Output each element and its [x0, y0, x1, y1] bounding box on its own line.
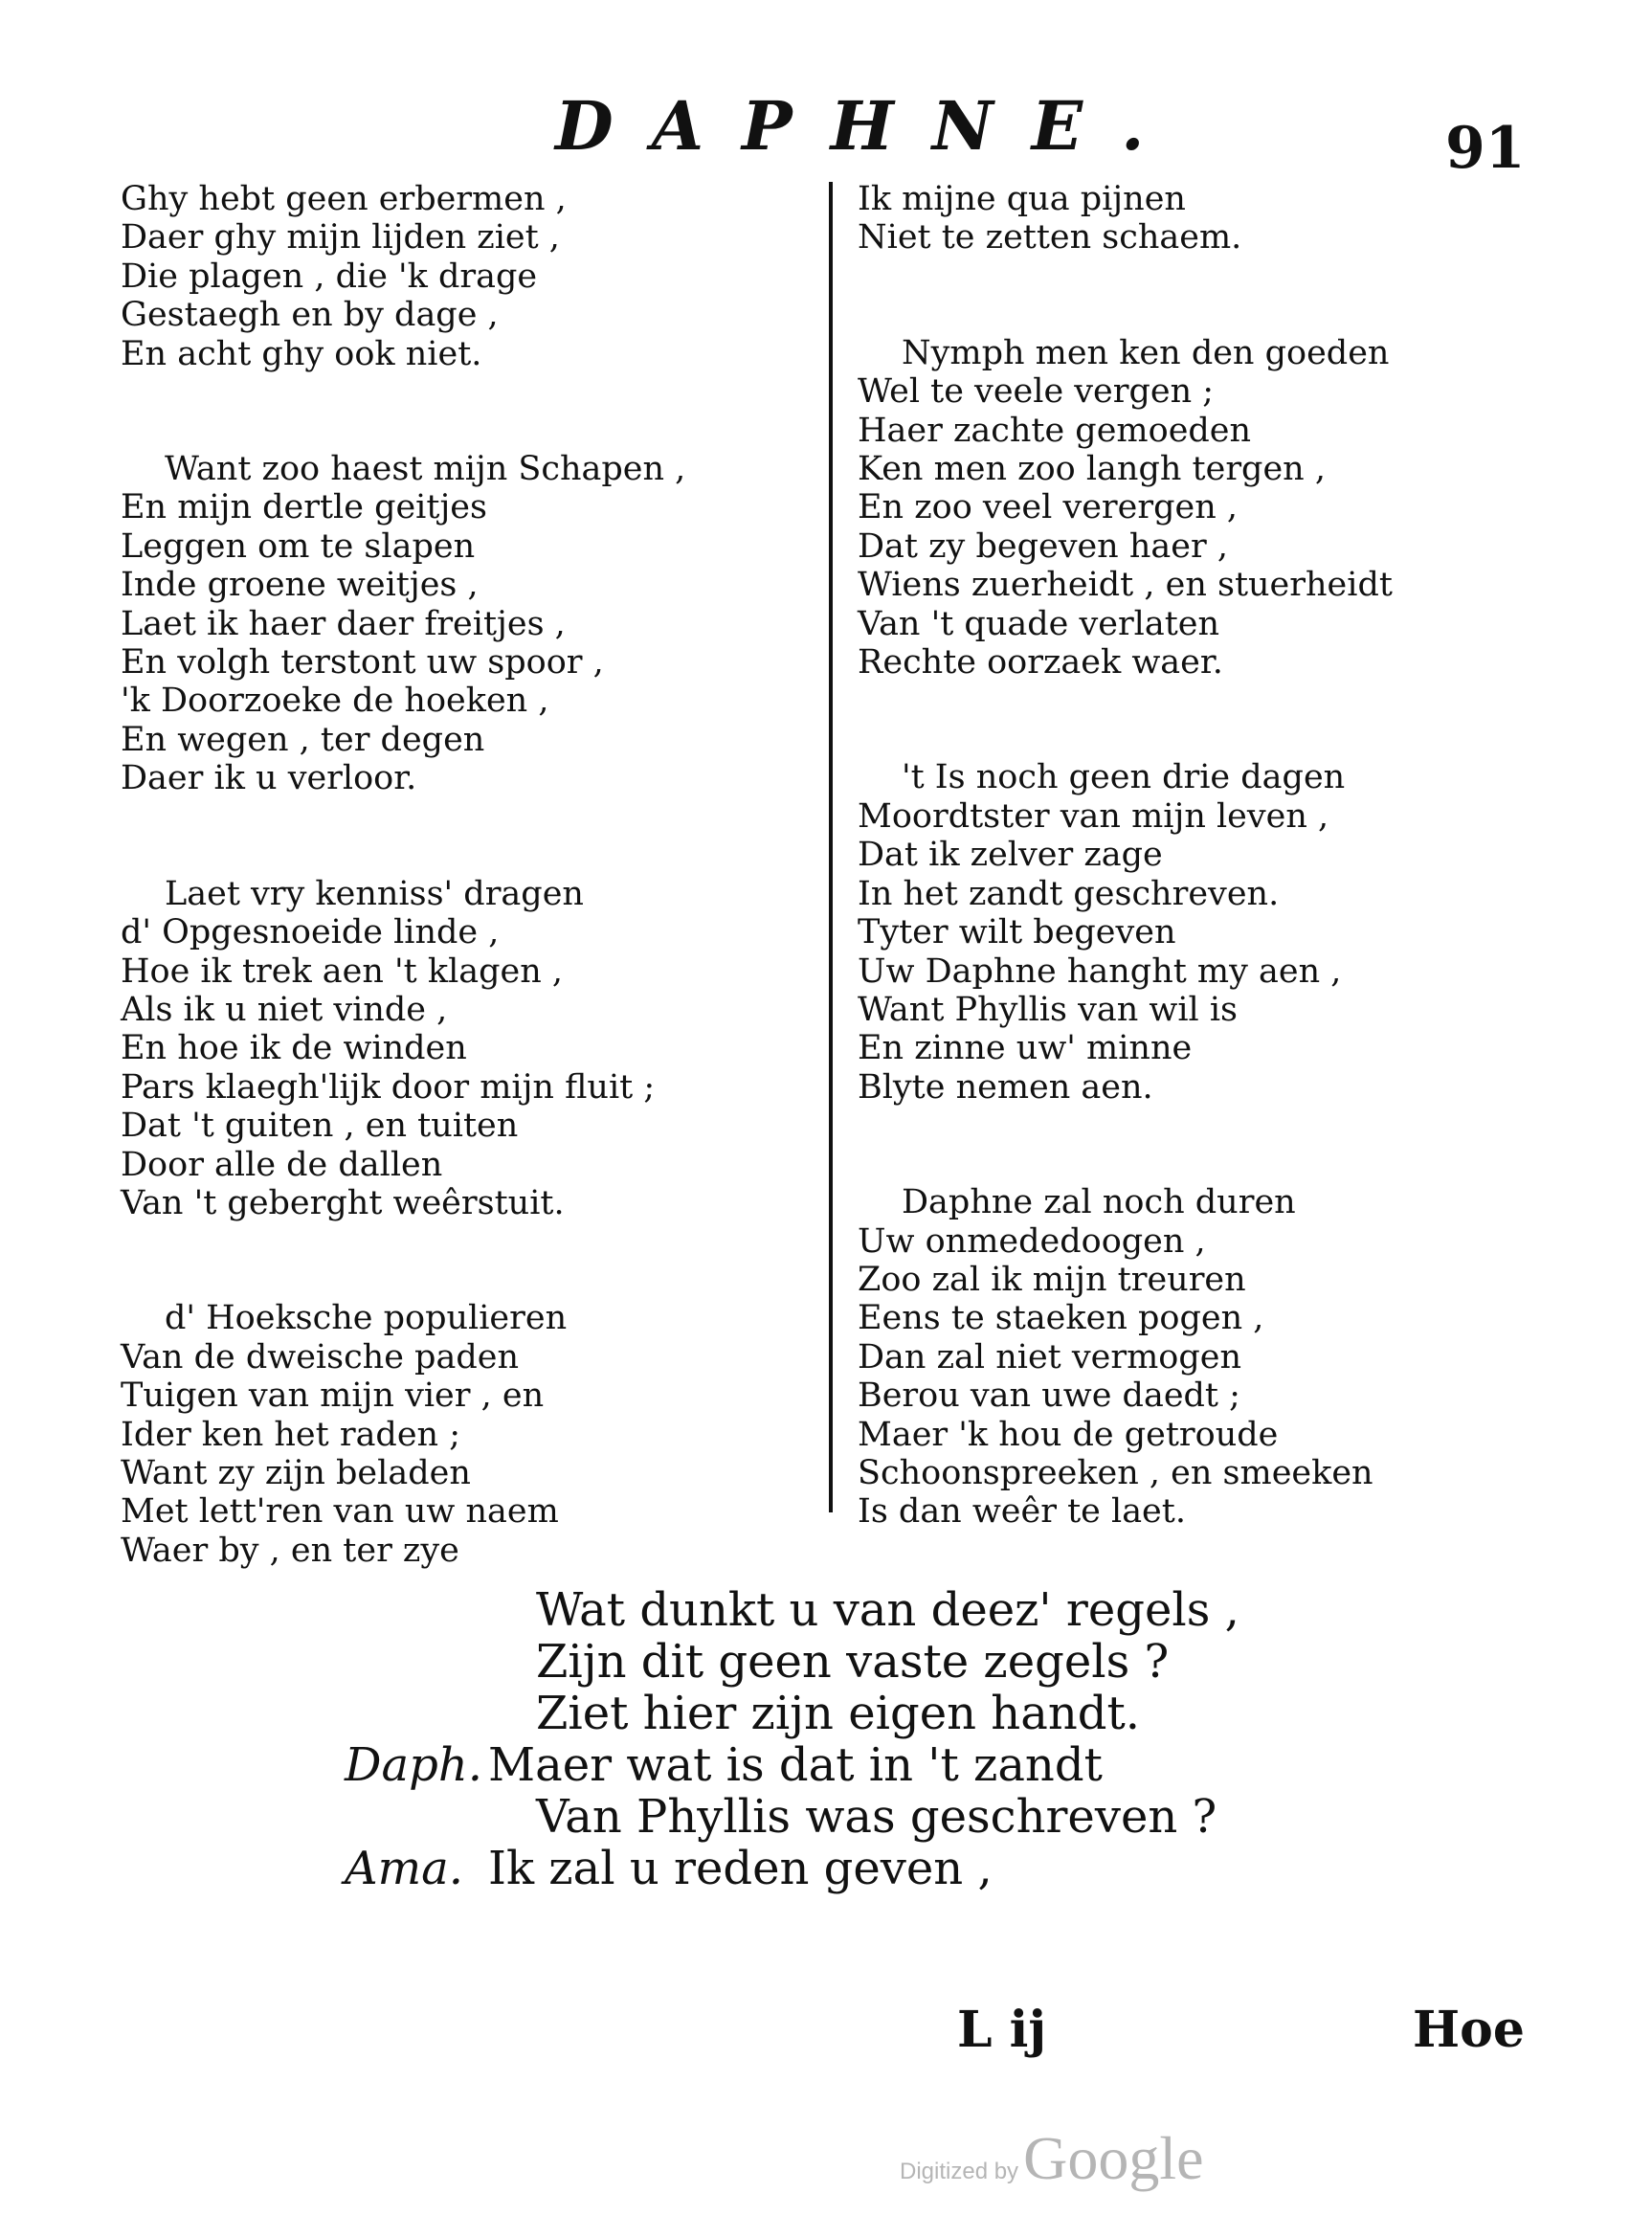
poem-stanza [121, 450, 848, 798]
poem-line: Daer ghy mijn lijden ziet , [121, 218, 560, 257]
poem-line: En zoo veel verergen , [858, 488, 1239, 527]
left-poem-column [121, 180, 848, 1646]
poem-line: Laet ik haer daer freitjes , [121, 604, 566, 643]
poem-line: Ken men zoo langh tergen , [858, 450, 1326, 489]
poem-line: Blyte nemen aen. [858, 1067, 1153, 1107]
poem-line: Want Phyllis van wil is [858, 990, 1238, 1029]
poem-line: Laet vry kenniss' dragen [165, 874, 584, 913]
poem-line: Maer 'k hou de getroude [858, 1415, 1279, 1454]
column-divider [829, 182, 833, 1512]
poem-line: Die plagen , die 'k drage [121, 257, 538, 296]
right-poem-column [858, 180, 1585, 1608]
poem-line: Wiens zuerheidt , en stuerheidt [858, 566, 1393, 605]
poem-line: Als ik u niet vinde , [121, 990, 448, 1029]
dialogue-text: Wat dunkt u van deez' regels , [536, 1583, 1239, 1637]
poem-line: Tuigen van mijn vier , en [121, 1376, 545, 1416]
poem-stanza [858, 758, 1585, 1107]
poem-line: Dat 't guiten , en tuiten [121, 1107, 519, 1146]
poem-line: En acht ghy ook niet. [121, 334, 482, 373]
dialogue-line [345, 1843, 1397, 1894]
poem-stanza [858, 180, 1585, 257]
poem-line: Rechte oorzaek waer. [858, 643, 1223, 683]
poem-line: Pars klaegh'lijk door mijn fluit ; [121, 1067, 656, 1107]
poem-line: Ider ken het raden ; [121, 1415, 461, 1454]
poem-line: Haer zachte gemoeden [858, 411, 1252, 450]
poem-line: Van 't quade verlaten [858, 604, 1220, 643]
poem-line: Want zoo haest mijn Schapen , [165, 450, 686, 489]
poem-line: Met lett'ren van uw naem [121, 1492, 559, 1532]
poem-line: Schoonspreeken , en smeeken [858, 1453, 1373, 1492]
poem-stanza [121, 180, 848, 373]
poem-line: Wel te veele vergen ; [858, 372, 1215, 412]
poem-line: Eens te staeken pogen , [858, 1299, 1264, 1338]
poem-line: Ghy hebt geen erbermen , [121, 180, 567, 218]
dialogue-line [345, 1584, 1397, 1636]
poem-line: Gestaegh en by dage , [121, 296, 499, 335]
poem-line: Tyter wilt begeven [858, 913, 1176, 952]
poem-line: Niet te zetten schaem. [858, 218, 1242, 257]
poem-stanza [858, 1183, 1585, 1532]
poem-line: En mijn dertle geitjes [121, 488, 487, 527]
poem-line: Inde groene weitjes , [121, 566, 479, 605]
poem-line: d' Opgesnoeide linde , [121, 913, 500, 952]
poem-line: Moordtster van mijn leven , [858, 796, 1329, 836]
signature-mark: L ij [957, 2001, 1047, 2059]
poem-line: En wegen , ter degen [121, 720, 485, 759]
poem-line: 'k Doorzoeke de hoeken , [121, 682, 549, 721]
digitized-brand: Google [1023, 2124, 1204, 2192]
page-number: 91 [1445, 115, 1526, 182]
poem-line: En volgh terstont uw spoor , [121, 643, 604, 683]
dialogue-text: Maer wat is dat in 't zandt [488, 1738, 1103, 1792]
poem-line: Daer ik u verloor. [121, 759, 417, 798]
poem-line: Zoo zal ik mijn treuren [858, 1260, 1246, 1299]
speaker-label: Ama. [345, 1842, 464, 1895]
poem-line: Dat ik zelver zage [858, 836, 1163, 875]
poem-line: Waer by , en ter zye [121, 1531, 459, 1570]
poem-line: Van 't geberght weêrstuit. [121, 1183, 565, 1222]
poem-line: Dat zy begeven haer , [858, 526, 1228, 566]
poem-line: Uw onmededoogen , [858, 1221, 1206, 1261]
running-header-title: DAPHNE. [555, 86, 1183, 166]
poem-line: Want zy zijn beladen [121, 1453, 471, 1492]
poem-line: Hoe ik trek aen 't klagen , [121, 951, 564, 991]
poem-line: En zinne uw' minne [858, 1029, 1193, 1068]
dialogue-line [345, 1739, 1397, 1791]
poem-line: d' Hoeksche populieren [165, 1299, 568, 1338]
dialogue-text: Zijn dit geen vaste zegels ? [536, 1635, 1170, 1689]
dialogue-text: Ziet hier zijn eigen handt. [536, 1687, 1141, 1740]
poem-stanza [121, 1299, 848, 1570]
dialogue-line [345, 1636, 1397, 1688]
dialogue-text: Van Phyllis was geschreven ? [536, 1790, 1217, 1844]
poem-line: Dan zal niet vermogen [858, 1337, 1241, 1376]
speaker-label: Daph. [345, 1738, 482, 1792]
poem-stanza [121, 875, 848, 1223]
poem-line: In het zandt geschreven. [858, 874, 1280, 913]
digitized-prefix: Digitized by [900, 2159, 1019, 2184]
dialogue-line [345, 1791, 1397, 1843]
dialogue-block [345, 1584, 1397, 1894]
poem-line: Van de dweische paden [121, 1337, 519, 1376]
poem-line: Ik mijne qua pijnen [858, 180, 1186, 218]
poem-line: Door alle de dallen [121, 1145, 443, 1184]
poem-line: 't Is noch geen drie dagen [902, 758, 1346, 797]
poem-line: Is dan weêr te laet. [858, 1492, 1186, 1532]
poem-line: En hoe ik de winden [121, 1029, 467, 1068]
poem-line: Uw Daphne hanght my aen , [858, 951, 1342, 991]
poem-stanza [858, 334, 1585, 683]
digitized-by-watermark [900, 2123, 1204, 2194]
dialogue-line [345, 1688, 1397, 1739]
poem-line: Berou van uwe daedt ; [858, 1376, 1240, 1416]
poem-line: Daphne zal noch duren [902, 1183, 1296, 1222]
poem-line: Nymph men ken den goeden [902, 333, 1390, 372]
dialogue-text: Ik zal u reden geven , [488, 1842, 993, 1895]
poem-line: Leggen om te slapen [121, 526, 476, 566]
catchword: Hoe [1413, 2001, 1525, 2059]
